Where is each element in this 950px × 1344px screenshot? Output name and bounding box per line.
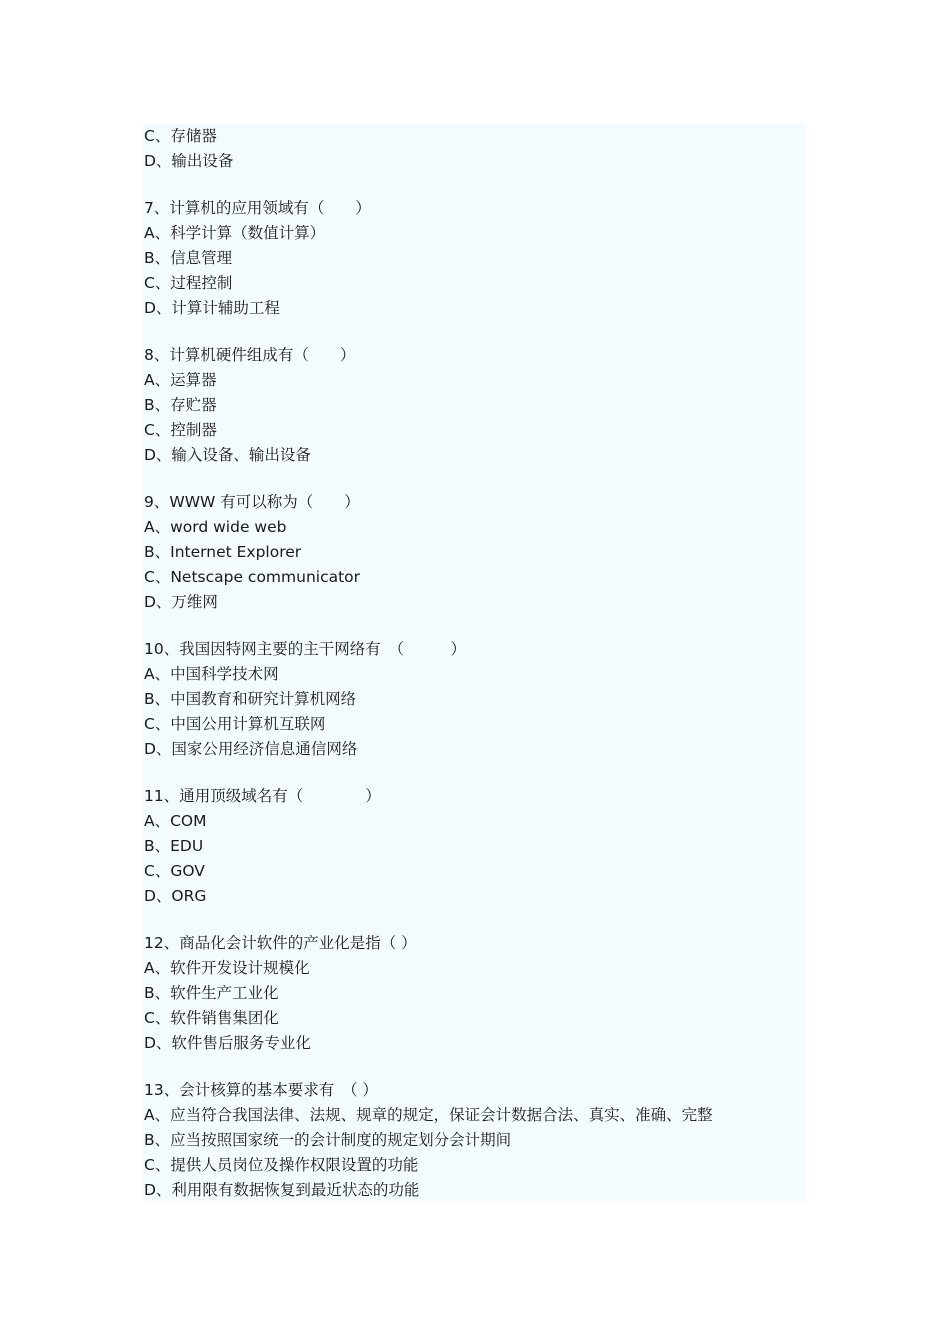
option-a: A、软件开发设计规模化 (144, 959, 310, 977)
option-b: B、软件生产工业化 (144, 984, 279, 1002)
question-stem: 9、WWW 有可以称为（ ） (144, 493, 360, 511)
question-7 (144, 196, 804, 321)
question-9 (144, 490, 804, 615)
option-d: D、万维网 (144, 593, 218, 611)
option-d: D、国家公用经济信息通信网络 (144, 740, 358, 758)
option-a: A、COM (144, 812, 207, 830)
option-d: D、输出设备 (144, 152, 234, 170)
option-d: D、ORG (144, 887, 207, 905)
option-a: A、中国科学技术网 (144, 665, 279, 683)
option-c: C、存储器 (144, 127, 217, 145)
question-10 (144, 637, 804, 762)
option-b: B、Internet Explorer (144, 543, 302, 561)
option-c: C、过程控制 (144, 274, 233, 292)
question-list (144, 124, 804, 1203)
option-c: C、Netscape communicator (144, 568, 361, 586)
question-11 (144, 784, 804, 909)
option-b: B、中国教育和研究计算机网络 (144, 690, 357, 708)
option-d: D、输入设备、输出设备 (144, 446, 311, 464)
option-a: A、应当符合我国法律、法规、规章的规定，保证会计数据合法、真实、准确、完整 (144, 1106, 713, 1124)
option-a: A、word wide web (144, 518, 287, 536)
option-d: D、计算计辅助工程 (144, 299, 280, 317)
option-a: A、科学计算（数值计算） (144, 224, 326, 242)
option-d: D、软件售后服务专业化 (144, 1034, 311, 1052)
option-b: B、存贮器 (144, 396, 217, 414)
option-b: B、应当按照国家统一的会计制度的规定划分会计期间 (144, 1131, 512, 1149)
question-stem: 8、计算机硬件组成有（ ） (144, 346, 356, 364)
option-b: B、信息管理 (144, 249, 233, 267)
question-stem: 12、商品化会计软件的产业化是指（ ） (144, 934, 417, 952)
option-a: A、运算器 (144, 371, 217, 389)
question-stem: 13、会计核算的基本要求有 （ ） (144, 1081, 378, 1099)
option-c: C、提供人员岗位及操作权限设置的功能 (144, 1156, 419, 1174)
question-8 (144, 343, 804, 468)
option-c: C、中国公用计算机互联网 (144, 715, 326, 733)
question-stem: 11、通用顶级域名有（ ） (144, 787, 381, 805)
question-stem: 7、计算机的应用领域有（ ） (144, 199, 371, 217)
question-12 (144, 931, 804, 1056)
question-stem: 10、我国因特网主要的主干网络有 （ ） (144, 640, 466, 658)
option-d: D、利用限有数据恢复到最近状态的功能 (144, 1181, 420, 1199)
option-b: B、EDU (144, 837, 204, 855)
option-c: C、GOV (144, 862, 205, 880)
option-c: C、软件销售集团化 (144, 1009, 279, 1027)
question-13 (144, 1078, 804, 1203)
option-c: C、控制器 (144, 421, 217, 439)
